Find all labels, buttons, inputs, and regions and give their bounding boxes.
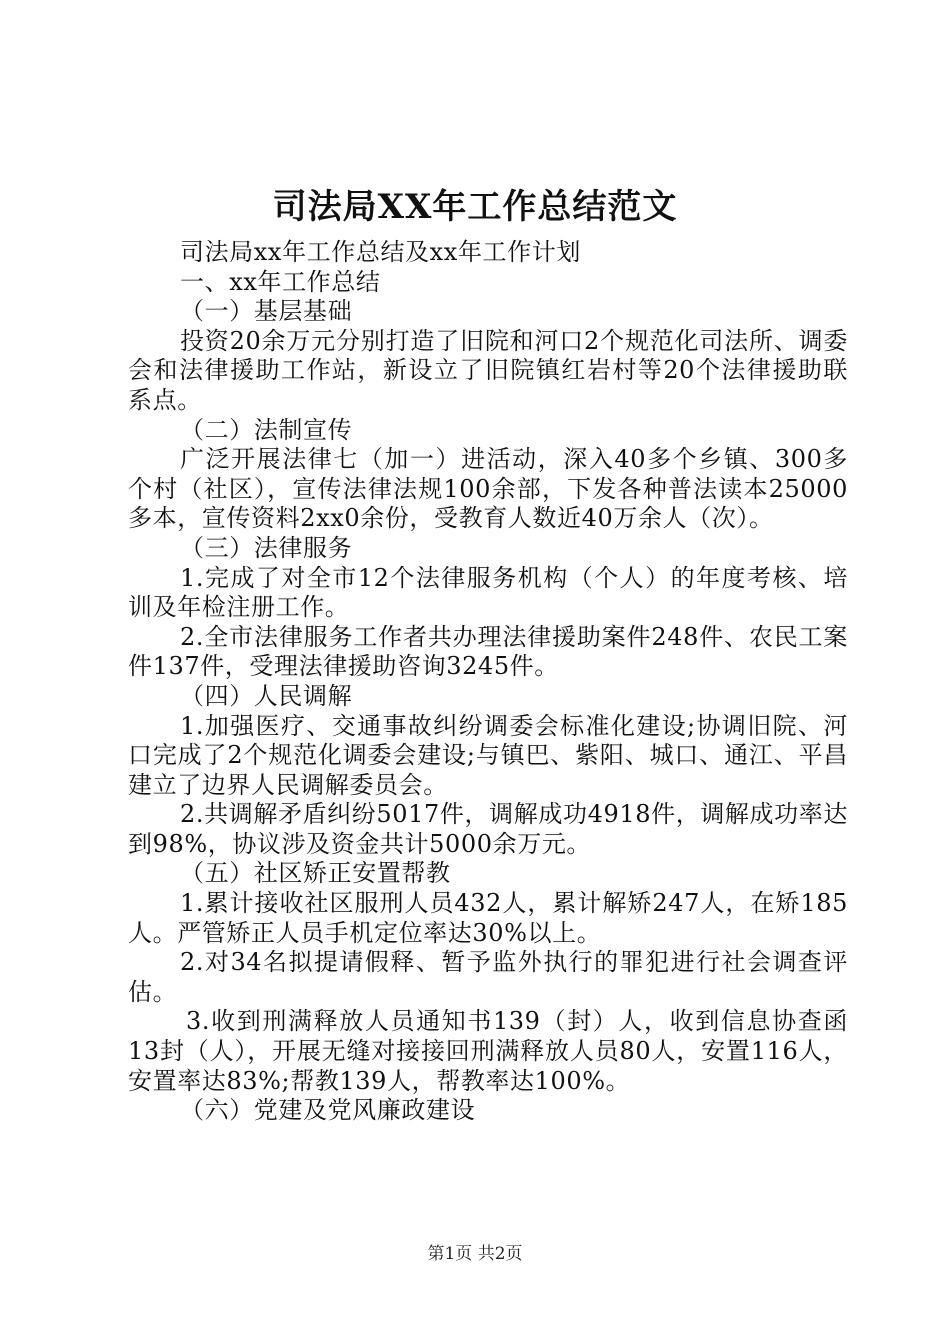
subsection-heading-2: （二）法制宣传 xyxy=(180,415,353,444)
document-title: 司法局XX年工作总结范文 xyxy=(272,187,678,227)
paragraph-legal-service-1: 1.完成了对全市12个法律服务机构（个人）的年度考核、培训及年检注册工作。 xyxy=(128,563,848,622)
page-indicator: 第1页 共2页 xyxy=(427,1244,523,1264)
section-heading-summary: 一、xx年工作总结 xyxy=(180,267,381,296)
paragraph-correction-3: 3.收到刑满释放人员通知书139（封）人，收到信息协查函13封（人），开展无缝对接接回刑满释放人员80人，安置116人，安置率达83%;帮教139人，帮教率达100%。 xyxy=(128,1007,848,1095)
subsection-heading-1: （一）基层基础 xyxy=(180,297,353,326)
paragraph-legal-publicity: 广泛开展法律七（加一）进活动，深入40多个乡镇、300多个村（社区），宣传法律法规100余部，下发各种普法读本25000多本，宣传资料2xx0余份，受教育人数近40万余人（次）。 xyxy=(128,445,848,533)
subsection-heading-5: （五）社区矫正安置帮教 xyxy=(180,859,451,888)
paragraph-mediation-1: 1.加强医疗、交通事故纠纷调委会标准化建设;协调旧院、河口完成了2个规范化调委会建设;与镇巴、紫阳、城口、通江、平昌建立了边界人民调解委员会。 xyxy=(128,711,848,799)
subsection-heading-3: （三）法律服务 xyxy=(180,533,353,562)
document-body xyxy=(128,238,848,1126)
paragraph-basic-infrastructure: 投资20余万元分别打造了旧院和河口2个规范化司法所、调委会和法律援助工作站，新设立了旧院镇红岩村等20个法律援助联系点。 xyxy=(128,326,848,414)
paragraph-legal-service-2: 2.全市法律服务工作者共办理法律援助案件248件、农民工案件137件，受理法律援助咨询3245件。 xyxy=(128,622,848,681)
plan-heading: 司法局xx年工作总结及xx年工作计划 xyxy=(180,238,581,266)
subsection-heading-6: （六）党建及党风廉政建设 xyxy=(180,1096,476,1125)
subsection-heading-4: （四）人民调解 xyxy=(180,681,353,710)
paragraph-mediation-2: 2.共调解矛盾纠纷5017件，调解成功4918件，调解成功率达到98%，协议涉及资金共计5000余万元。 xyxy=(128,800,848,858)
paragraph-correction-1: 1.累计接收社区服刑人员432人，累计解矫247人，在矫185人。严管矫正人员手机定位率达30%以上。 xyxy=(128,889,848,947)
paragraph-correction-2: 2.对34名拟提请假释、暂予监外执行的罪犯进行社会调查评估。 xyxy=(128,948,848,1006)
